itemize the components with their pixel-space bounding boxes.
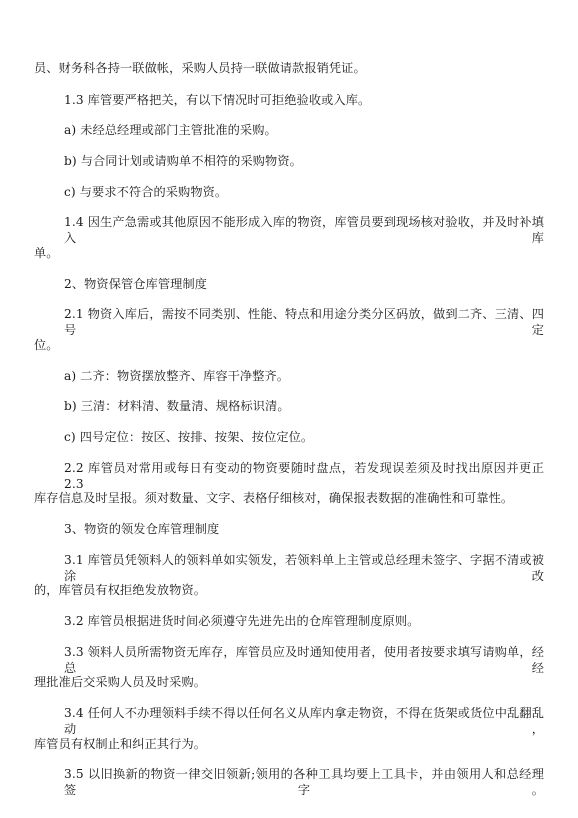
text-line: 3.4 任何人不办理领料手续不得以任何名义从库内拿走物资，不得在货架或货位中乱翻乱动， [64, 706, 544, 736]
text-line: c) 四号定位：按区、按排、按架、按位定位。 [64, 430, 314, 444]
text-line: c) 与要求不符合的采购物资。 [64, 185, 228, 199]
text-line: 单。 [34, 246, 59, 260]
text-line: 3.1 库管员凭领料人的领料单如实领发，若领料单上主管或总经理未签字、字据不清或被涂改 [64, 553, 544, 583]
text-line: 的，库管员有权拒绝发放物资。 [34, 583, 207, 597]
text-line: a) 未经总经理或部门主管批准的采购。 [64, 123, 277, 137]
text-line: 理批准后交采购人员及时采购。 [34, 675, 207, 689]
section-heading: 2、物资保管仓库管理制度 [64, 277, 208, 291]
text-line: 3.3 领料人员所需物资无库存，库管员应及时通知使用者，使用者按要求填写请购单，经总经 [64, 645, 544, 675]
text-line: 2.2 库管员对常用或每日有变动的物资要随时盘点，若发现误差须及时找出原因并更正 2.3 [64, 461, 544, 491]
text-line: 3.5 以旧换新的物资一律交旧领新;领用的各种工具均要上工具卡，并由领用人和总经理签字。 [64, 767, 544, 797]
text-line: 1.4 因生产急需或其他原因不能形成入库的物资，库管员要到现场核对验收，并及时补填入库 [64, 215, 544, 245]
text-line: 1.3 库管要严格把关，有以下情况时可拒绝验收或入库。 [64, 93, 371, 107]
text-line: 2.1 物资入库后，需按不同类别、性能、特点和用途分类分区码放，做到二齐、三清、四号定 [64, 307, 544, 337]
text-line: 3.2 库管员根据进货时间必须遵守先进先出的仓库管理制度原则。 [64, 614, 420, 628]
text-line: 库管员有权制止和纠正其行为。 [34, 737, 207, 751]
text-line: 位。 [34, 338, 59, 352]
text-line: 员、财务科各持一联做帐，采购人员持一联做请款报销凭证。 [34, 61, 366, 75]
text-line: 库存信息及时呈报。须对数量、文字、表格仔细核对，确保报表数据的准确性和可靠性。 [34, 491, 514, 505]
text-line: b) 与合同计划或请购单不相符的采购物资。 [64, 154, 302, 168]
text-line: a) 二齐：物资摆放整齐、库容干净整齐。 [64, 369, 290, 383]
section-heading: 3、物资的领发仓库管理制度 [64, 522, 220, 536]
text-line: b) 三清：材料清、数量清、规格标识清。 [64, 399, 290, 413]
